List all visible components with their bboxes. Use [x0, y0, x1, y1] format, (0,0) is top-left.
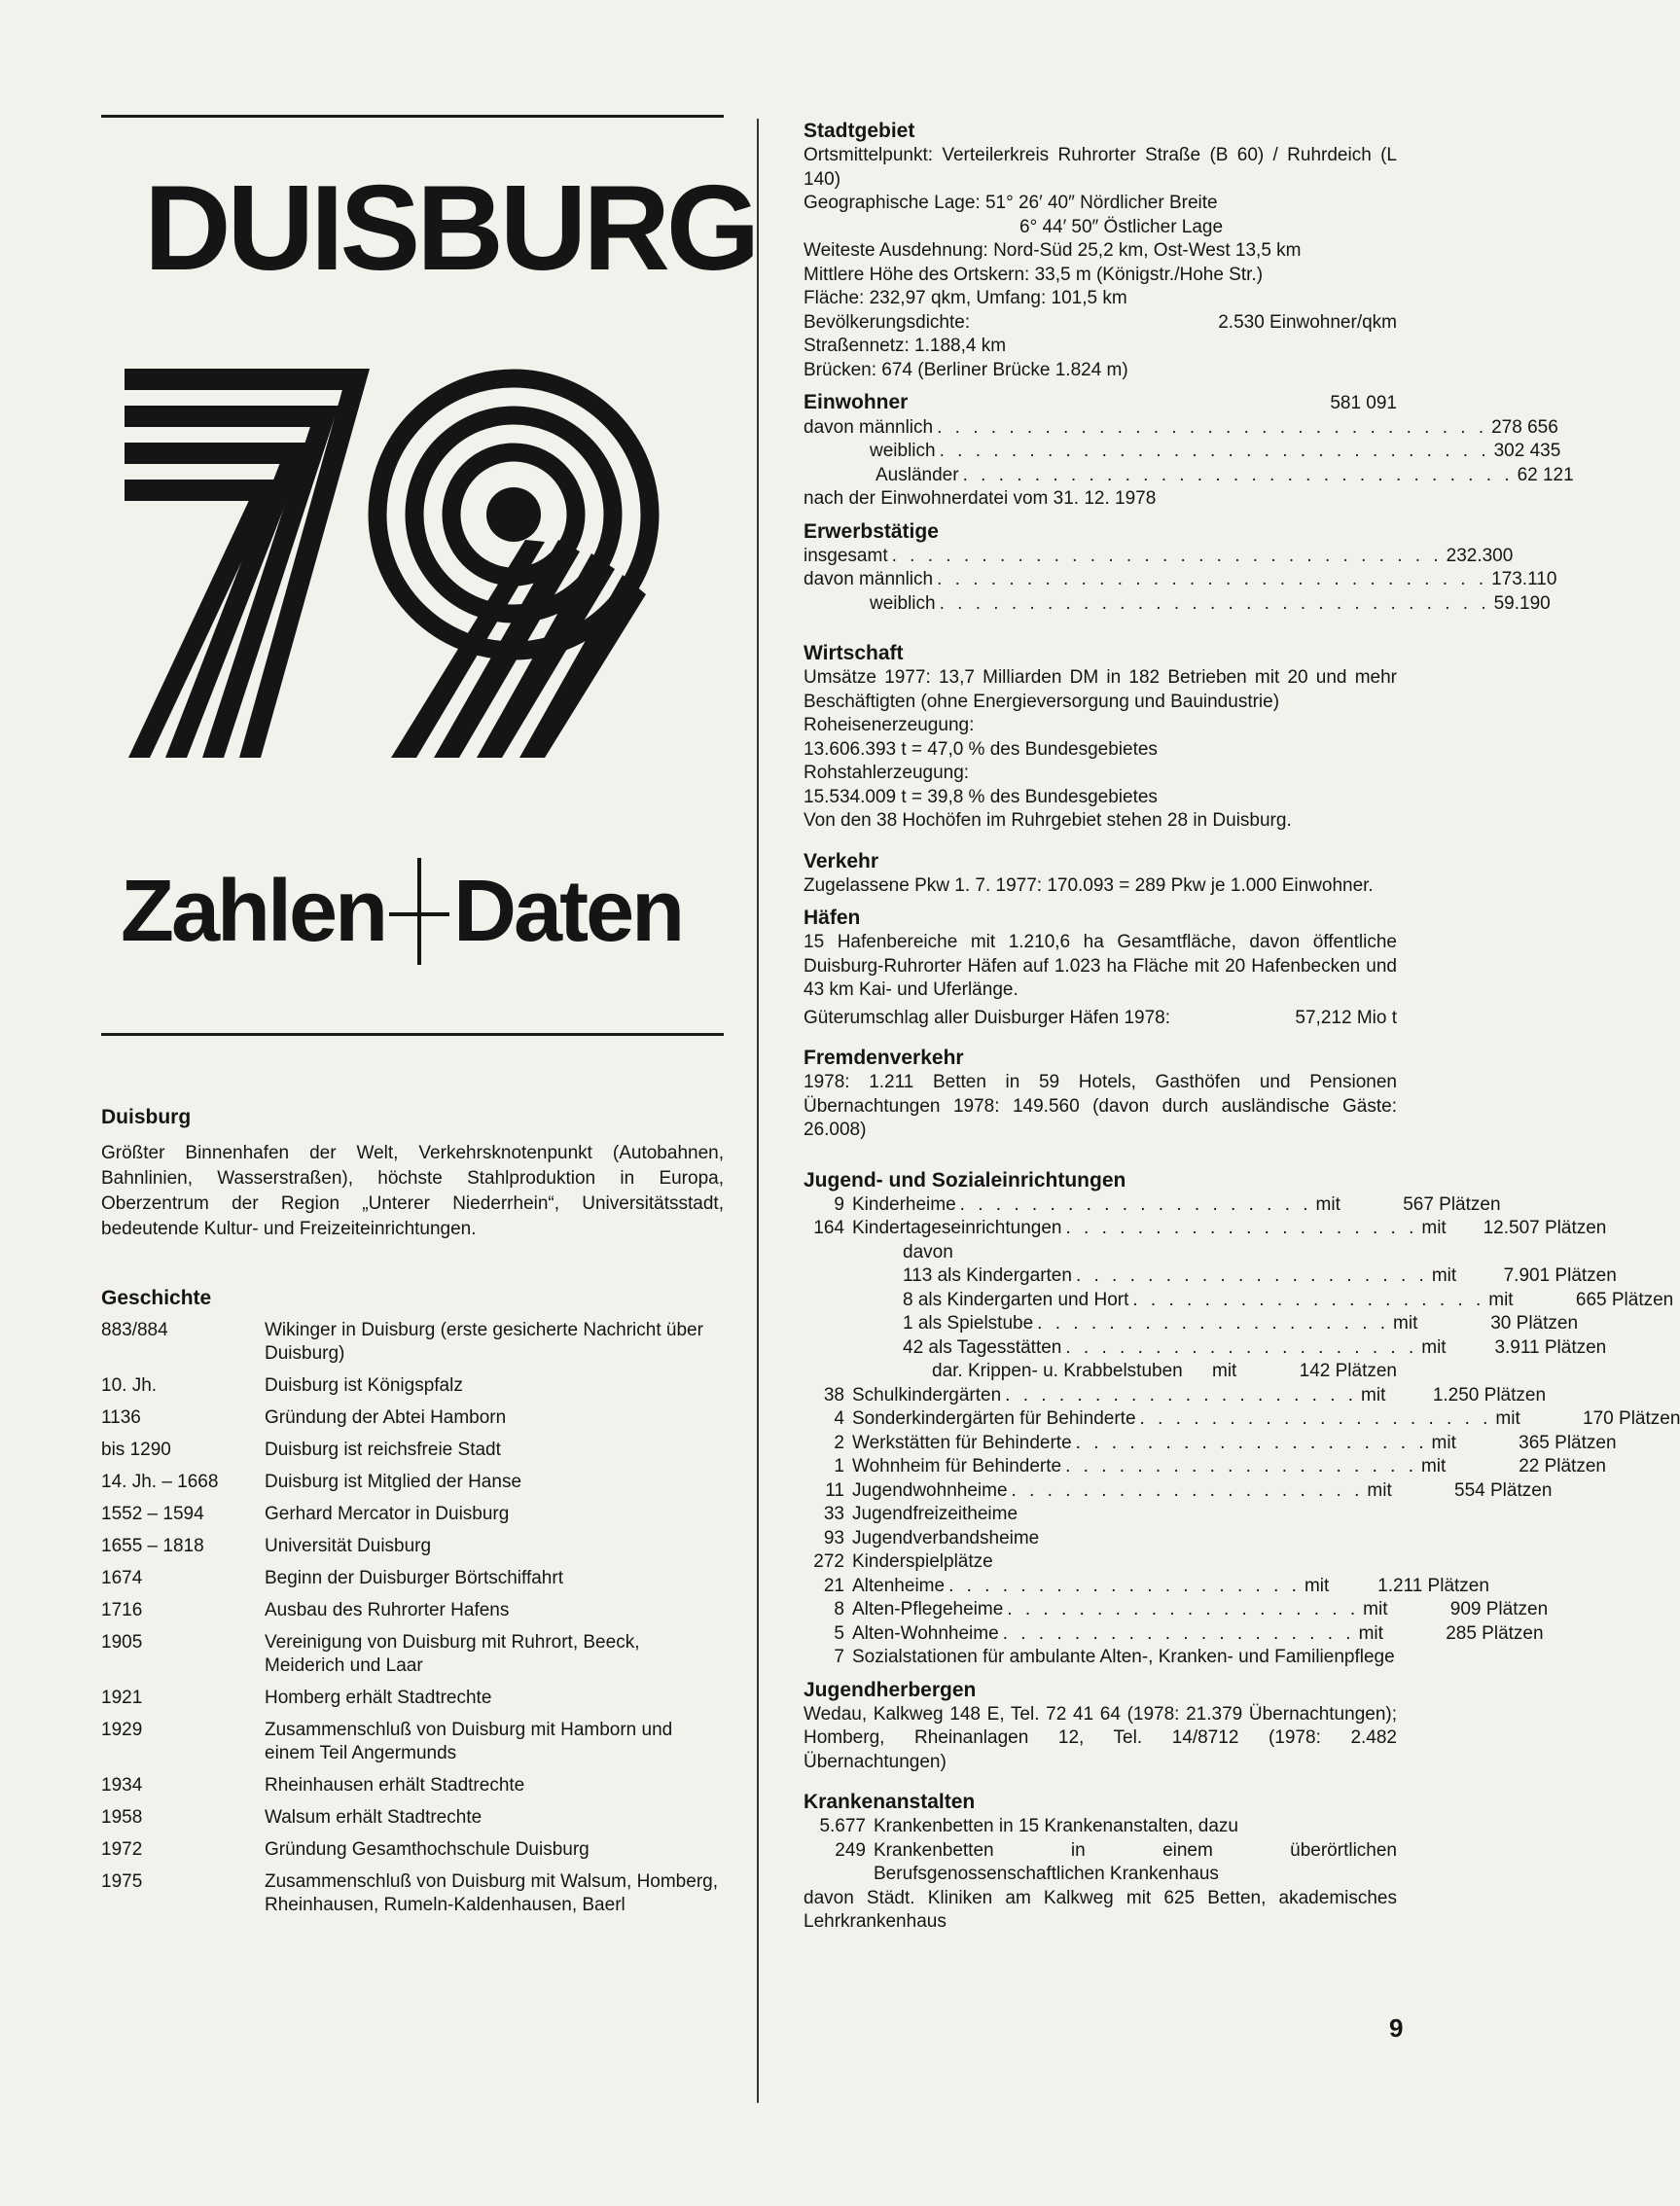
facility-label: Alten-Pflegeheime [852, 1599, 1004, 1619]
krankenanstalten-title: Krankenanstalten [804, 1791, 976, 1813]
history-row [101, 1806, 724, 1830]
facility-capacity: 909 Plätzen [1449, 1599, 1549, 1619]
facility-count: 21 [823, 1575, 844, 1596]
flaeche: Fläche: 232,97 qkm, Umfang: 101,5 km [804, 288, 1127, 308]
facility-label: Kindertageseinrichtungen [852, 1218, 1062, 1238]
history-row [101, 1503, 724, 1526]
facility-mit: mit [1393, 1313, 1418, 1334]
facility-capacity: 1.250 Plätzen [1432, 1384, 1547, 1405]
facility-row [804, 1575, 1489, 1599]
jugendherbergen-text: Wedau, Kalkweg 148 E, Tel. 72 41 64 (1978: 21.379 Übernachtungen); Homberg, Rheinanlagen 12, Tel. 14/8712 (1978: 2.482 Übernachtungen) [804, 1703, 1397, 1772]
hospital-text: Krankenbetten in 15 Krankenanstalten, dazu [874, 1816, 1238, 1836]
leader-dots: . . . . . . . . . . . . . . . . . . . . . . . . . . . . . . . [937, 569, 1488, 589]
stat-label: Ausländer [876, 464, 959, 485]
history-year: 1921 [101, 1688, 143, 1708]
facility-label: 42 als Tagesstätten [903, 1336, 1062, 1358]
stat-value: 59.190 [1493, 592, 1551, 614]
rohstahl-label: Rohstahlerzeugung: [804, 763, 970, 783]
history-row [101, 1439, 724, 1462]
leader-dots: . . . . . . . . . . . . . . . . . . . . [1075, 1432, 1428, 1453]
history-row [101, 1631, 724, 1678]
history-event: Duisburg ist Mitglied der Hanse [265, 1472, 522, 1492]
history-event: Duisburg ist reichsfreie Stadt [265, 1440, 501, 1460]
history-event: Rheinhausen erhält Stadtrechte [265, 1775, 525, 1796]
umschlag-row [804, 1007, 1397, 1031]
sozialstationen-text: Sozialstationen für ambulante Alten-, Kranken- und Familienpflege [852, 1647, 1395, 1667]
leader-dots: . . . . . . . . . . . . . . . . . . . . [959, 1193, 1312, 1215]
facility-mit: mit [1212, 1361, 1237, 1381]
facility-capacity: 1.211 Plätzen [1377, 1575, 1489, 1596]
fremdenverkehr-title: Fremdenverkehr [804, 1047, 964, 1069]
middle-rule [101, 1033, 724, 1036]
einwohner-title: Einwohner [804, 391, 909, 413]
stat-value: 62 121 [1517, 464, 1574, 485]
history-year: 883/884 [101, 1320, 168, 1340]
history-year: 14. Jh. – 1668 [101, 1472, 219, 1492]
history-year: 1934 [101, 1775, 143, 1796]
history-event: Vereinigung von Duisburg mit Ruhrort, Beeck, Meiderich und Laar [265, 1632, 640, 1676]
geo-lat: Geographische Lage: 51° 26′ 40″ Nördlicher Breite [804, 193, 1218, 213]
verkehr-text: Zugelassene Pkw 1. 7. 1977: 170.093 = 289 Pkw je 1.000 Einwohner. [804, 874, 1374, 896]
leader-dots: . . . . . . . . . . . . . . . . . . . . [1007, 1599, 1360, 1619]
haefen-text: 15 Hafenbereiche mit 1.210,6 ha Gesamtfläche, davon öffentliche Duisburg-Ruhrorter Häfen auf 1.023 ha Fläche mit 20 Hafenbecken und 43 km Kai- und Uferlänge. [804, 932, 1397, 1000]
history-year: 1929 [101, 1720, 143, 1740]
krankenanstalten-note: davon Städt. Kliniken am Kalkweg mit 625 Betten, akademisches Lehrkrankenhaus [804, 1887, 1397, 1932]
stat-label: davon männlich [804, 569, 934, 589]
facility-row [804, 1598, 1549, 1622]
facility-row [804, 1289, 1674, 1313]
history-event: Universität Duisburg [265, 1536, 432, 1556]
facility-capacity: 170 Plätzen [1583, 1408, 1680, 1429]
facility-capacity: 285 Plätzen [1446, 1622, 1544, 1644]
facility-mit: mit [1488, 1289, 1514, 1310]
history-event: Duisburg ist Königspfalz [265, 1375, 463, 1396]
history-year: 1972 [101, 1839, 143, 1860]
facility-mit: mit [1431, 1432, 1456, 1453]
umschlag-value: 57,212 Mio t [1295, 1007, 1397, 1028]
jugend-title: Jugend- und Sozialeinrichtungen [804, 1168, 1126, 1192]
zahlen-text: Zahlen [121, 863, 386, 960]
facility-count: 11 [825, 1479, 844, 1501]
stat-row [804, 592, 1551, 617]
hoehe: Mittlere Höhe des Ortskern: 33,5 m (Königstr./Hohe Str.) [804, 264, 1264, 285]
facility-count: 272 [813, 1551, 844, 1572]
plus-symbol-icon [389, 858, 449, 965]
stat-row [804, 545, 1514, 569]
history-event: Gründung Gesamthochschule Duisburg [265, 1839, 590, 1860]
history-year: 1905 [101, 1632, 143, 1653]
facility-row [804, 1479, 1553, 1504]
facility-label: Kinderspielplätze [852, 1551, 993, 1572]
stat-label: weiblich [870, 592, 936, 614]
facility-label: Schulkindergärten [852, 1384, 1002, 1405]
history-list [101, 1319, 724, 1917]
haefen-title: Häfen [804, 907, 861, 929]
history-year: 1958 [101, 1807, 143, 1828]
history-event: Wikinger in Duisburg (erste gesicherte Nachricht über Duisburg) [265, 1320, 703, 1364]
stat-label: davon männlich [804, 416, 934, 438]
facility-row [804, 1264, 1617, 1289]
facility-capacity: 567 Plätzen [1403, 1193, 1501, 1215]
hospital-row [804, 1815, 1397, 1839]
facility-capacity: 3.911 Plätzen [1494, 1336, 1607, 1358]
fremdenverkehr-text: 1978: 1.211 Betten in 59 Hotels, Gasthöfen und Pensionen Übernachtungen 1978: 149.560 (davon durch ausländische Gäste: 26.008) [804, 1072, 1397, 1140]
facility-row [804, 1312, 1579, 1336]
history-event: Homberg erhält Stadtrechte [265, 1688, 492, 1708]
facility-row [804, 1360, 1397, 1384]
facility-row [804, 1241, 1397, 1265]
facility-label: Jugendverbandsheime [852, 1527, 1040, 1548]
history-event: Zusammenschluß von Duisburg mit Walsum, Homberg, Rheinhausen, Rumeln-Kaldenhausen, Baerl [265, 1871, 718, 1915]
stat-value: 302 435 [1493, 441, 1561, 461]
erwerbstaetige-title: Erwerbstätige [804, 519, 939, 543]
facility-count: 33 [823, 1504, 844, 1524]
history-section [101, 1287, 724, 1917]
facility-count: 1 [834, 1456, 844, 1477]
geo-lon: 6° 44′ 50″ Östlicher Lage [1019, 216, 1224, 237]
facility-capacity: 7.901 Plätzen [1503, 1265, 1617, 1286]
stat-value: 278 656 [1491, 416, 1558, 438]
city-title: DUISBURG [144, 161, 757, 296]
facility-mit: mit [1367, 1479, 1392, 1501]
facility-label: Altenheime [852, 1575, 946, 1596]
facility-label: Wohnheim für Behinderte [852, 1456, 1062, 1477]
stat-row [804, 440, 1561, 464]
facility-label: Werkstätten für Behinderte [852, 1432, 1072, 1453]
leader-dots: . . . . . . . . . . . . . . . . . . . . [1139, 1408, 1492, 1429]
history-row [101, 1774, 724, 1797]
intro-text: Größter Binnenhafen der Welt, Verkehrsknotenpunkt (Autobahnen, Bahnlinien, Wasserstraßen), höchste Stahlproduktion in Europa, Oberzentrum der Region „Unterer Niederrhein“, Universitätsstadt, bedeutende Kultur- und Freizeiteinrichtungen. [101, 1143, 724, 1239]
facility-label: Sonderkindergärten für Behinderte [852, 1408, 1136, 1429]
facility-row [804, 1384, 1547, 1408]
sozialstationen-num: 7 [834, 1647, 844, 1667]
leader-dots: . . . . . . . . . . . . . . . . . . . . . . . . . . . . . . . [939, 592, 1490, 614]
leader-dots: . . . . . . . . . . . . . . . . . . . . [1002, 1622, 1355, 1644]
facility-mit: mit [1495, 1408, 1520, 1429]
leader-dots: . . . . . . . . . . . . . . . . . . . . [1065, 1456, 1417, 1477]
history-event: Beginn der Duisburger Börtschiffahrt [265, 1568, 563, 1588]
verkehr-title: Verkehr [804, 849, 879, 872]
hospital-row [804, 1839, 1397, 1887]
facility-row [804, 1455, 1606, 1479]
facility-row [804, 1217, 1607, 1241]
stat-row [804, 416, 1558, 441]
facility-mit: mit [1361, 1384, 1386, 1405]
facility-label: dar. Krippen- u. Krabbelstuben [932, 1361, 1183, 1381]
top-rule [101, 115, 724, 118]
facility-label: Jugendwohnheime [852, 1479, 1008, 1501]
facility-row [804, 1193, 1501, 1218]
ortsmittelpunkt: Ortsmittelpunkt: Verteilerkreis Ruhrorter Straße (B 60) / Ruhrdeich (L 140) [804, 145, 1397, 190]
stadtgebiet-title: Stadtgebiet [804, 120, 915, 142]
leader-dots: . . . . . . . . . . . . . . . . . . . . [1075, 1265, 1428, 1286]
stat-label: weiblich [870, 441, 936, 461]
facility-mit: mit [1315, 1193, 1340, 1215]
leader-dots: . . . . . . . . . . . . . . . . . . . . . . . . . . . . . . . [939, 441, 1490, 461]
facility-mit: mit [1420, 1456, 1447, 1477]
facility-row [804, 1503, 1397, 1527]
facility-count: 164 [813, 1218, 844, 1238]
facility-mit: mit [1358, 1622, 1383, 1644]
facility-capacity: 365 Plätzen [1519, 1432, 1617, 1453]
facility-label: 8 als Kindergarten und Hort [903, 1289, 1129, 1310]
year-79-logo-graphic [125, 369, 708, 767]
leader-dots: . . . . . . . . . . . . . . . . . . . . . . . . . . . . . . . [891, 545, 1443, 566]
history-year: bis 1290 [101, 1440, 171, 1460]
facility-capacity: 554 Plätzen [1454, 1479, 1553, 1501]
facility-count: 4 [834, 1408, 844, 1429]
roheisen-value: 13.606.393 t = 47,0 % des Bundesgebietes [804, 738, 1158, 760]
leader-dots: . . . . . . . . . . . . . . . . . . . . . . . . . . . . . . . [937, 416, 1488, 438]
history-year: 1552 – 1594 [101, 1504, 204, 1524]
history-year: 1136 [101, 1407, 141, 1428]
stat-label: insgesamt [804, 545, 888, 566]
facility-capacity: 12.507 Plätzen [1483, 1218, 1607, 1238]
hospital-beds: 5.677 [819, 1816, 866, 1836]
history-row [101, 1406, 724, 1430]
facility-mit: mit [1363, 1599, 1388, 1619]
umschlag-label: Güterumschlag aller Duisburger Häfen 1978: [804, 1007, 1171, 1028]
facility-row [804, 1550, 1397, 1575]
logo-79 [125, 369, 724, 772]
leader-dots: . . . . . . . . . . . . . . . . . . . . [1037, 1313, 1390, 1334]
history-year: 1674 [101, 1568, 143, 1588]
leader-dots: . . . . . . . . . . . . . . . . . . . . [1065, 1218, 1418, 1238]
history-event: Gründung der Abtei Hamborn [265, 1407, 507, 1428]
jugendherbergen-title: Jugendherbergen [804, 1678, 977, 1701]
hospital-beds: 249 [835, 1839, 866, 1861]
krankenanstalten-rows [804, 1815, 1397, 1887]
facility-count: 5 [834, 1622, 844, 1644]
einwohner-note: nach der Einwohnerdatei vom 31. 12. 1978 [804, 488, 1157, 509]
history-row [101, 1719, 724, 1765]
facility-label: Kinderheime [852, 1193, 956, 1215]
leader-dots: . . . . . . . . . . . . . . . . . . . . [1065, 1336, 1418, 1358]
hospital-text: Krankenbetten in einem überörtlichen Berufsgenossenschaftlichen Krankenhaus [874, 1839, 1397, 1884]
facility-count: 38 [823, 1384, 844, 1405]
history-event: Ausbau des Ruhrorter Hafens [265, 1600, 510, 1620]
history-row [101, 1535, 724, 1558]
jugend-rows [804, 1193, 1680, 1647]
facility-count: 2 [834, 1432, 844, 1453]
facility-row [804, 1432, 1617, 1456]
column-divider [757, 119, 759, 2103]
history-row [101, 1838, 724, 1862]
facility-count: 8 [834, 1599, 844, 1619]
erwerbstaetige-rows [804, 545, 1557, 617]
leader-dots: . . . . . . . . . . . . . . . . . . . . [1005, 1384, 1358, 1405]
ausdehnung: Weiteste Ausdehnung: Nord-Süd 25,2 km, Ost-West 13,5 km [804, 240, 1302, 261]
zahlen-daten-heading [121, 858, 724, 965]
facility-capacity: 665 Plätzen [1575, 1289, 1674, 1310]
stat-value: 232.300 [1446, 545, 1514, 566]
history-row [101, 1870, 724, 1917]
intro-section [101, 1106, 724, 1242]
facility-row [804, 1527, 1397, 1551]
left-column [101, 115, 757, 1917]
dichte-label: Bevölkerungsdichte: [804, 311, 971, 333]
facility-label: 113 als Kindergarten [903, 1265, 1072, 1286]
history-year: 10. Jh. [101, 1375, 158, 1396]
facility-mit: mit [1421, 1336, 1447, 1358]
history-year: 1716 [101, 1600, 143, 1620]
history-year: 1655 – 1818 [101, 1536, 204, 1556]
stat-row [804, 464, 1574, 488]
stat-row [804, 568, 1557, 592]
stat-value: 173.110 [1491, 569, 1557, 589]
history-event: Walsum erhält Stadtrechte [265, 1807, 483, 1828]
rohstahl-value: 15.534.009 t = 39,8 % des Bundesgebietes [804, 786, 1158, 807]
history-event: Gerhard Mercator in Duisburg [265, 1504, 510, 1524]
history-year: 1975 [101, 1871, 143, 1892]
page-number: 9 [1389, 2013, 1404, 2043]
leader-dots: . . . . . . . . . . . . . . . . . . . . [948, 1575, 1301, 1596]
facility-mit: mit [1431, 1265, 1457, 1286]
right-column [804, 119, 1680, 1935]
sozialstationen-row [804, 1646, 1397, 1670]
facility-capacity: 30 Plätzen [1490, 1313, 1579, 1334]
history-row [101, 1374, 724, 1398]
dichte-row [804, 311, 1397, 336]
wirtschaft-umsatz: Umsätze 1977: 13,7 Milliarden DM in 182 Betrieben mit 20 und mehr Beschäftigten (ohne Energieversorgung und Bauindustrie) [804, 667, 1397, 712]
daten-text: Daten [453, 863, 683, 960]
leader-dots: . . . . . . . . . . . . . . . . . . . . [1011, 1479, 1364, 1501]
facility-count: 93 [823, 1527, 844, 1548]
history-event: Zusammenschluß von Duisburg mit Hamborn und einem Teil Angermunds [265, 1720, 673, 1763]
wirtschaft-title: Wirtschaft [804, 642, 904, 664]
facility-capacity: 22 Plätzen [1519, 1456, 1606, 1477]
bruecken: Brücken: 674 (Berliner Brücke 1.824 m) [804, 359, 1128, 380]
einwohner-total: 581 091 [1330, 393, 1397, 413]
hochoefen: Von den 38 Hochöfen im Ruhrgebiet stehen 28 in Duisburg. [804, 810, 1292, 831]
facility-label: davon [903, 1241, 953, 1263]
dichte-value: 2.530 Einwohner/qkm [1218, 311, 1397, 333]
facility-row [804, 1407, 1680, 1432]
intro-title: Duisburg [101, 1106, 192, 1128]
einwohner-title-row [804, 390, 1397, 416]
facility-mit: mit [1304, 1575, 1330, 1596]
facility-row [804, 1622, 1544, 1647]
leader-dots: . . . . . . . . . . . . . . . . . . . . [1132, 1289, 1485, 1310]
facility-count: 9 [834, 1193, 844, 1215]
roheisen-label: Roheisenerzeugung: [804, 715, 975, 735]
history-row [101, 1687, 724, 1710]
history-title: Geschichte [101, 1287, 212, 1309]
history-row [101, 1567, 724, 1590]
facility-mit: mit [1421, 1218, 1447, 1238]
strassennetz: Straßennetz: 1.188,4 km [804, 336, 1007, 356]
facility-label: Jugendfreizeitheime [852, 1504, 1019, 1524]
einwohner-rows [804, 416, 1574, 488]
leader-dots: . . . . . . . . . . . . . . . . . . . . . . . . . . . . . . . [962, 464, 1514, 485]
facility-label: 1 als Spielstube [903, 1313, 1034, 1334]
facility-capacity: 142 Plätzen [1299, 1361, 1397, 1381]
history-row [101, 1319, 724, 1366]
history-row [101, 1599, 724, 1622]
facility-row [804, 1336, 1607, 1361]
history-row [101, 1471, 724, 1494]
facility-label: Alten-Wohnheime [852, 1622, 999, 1644]
